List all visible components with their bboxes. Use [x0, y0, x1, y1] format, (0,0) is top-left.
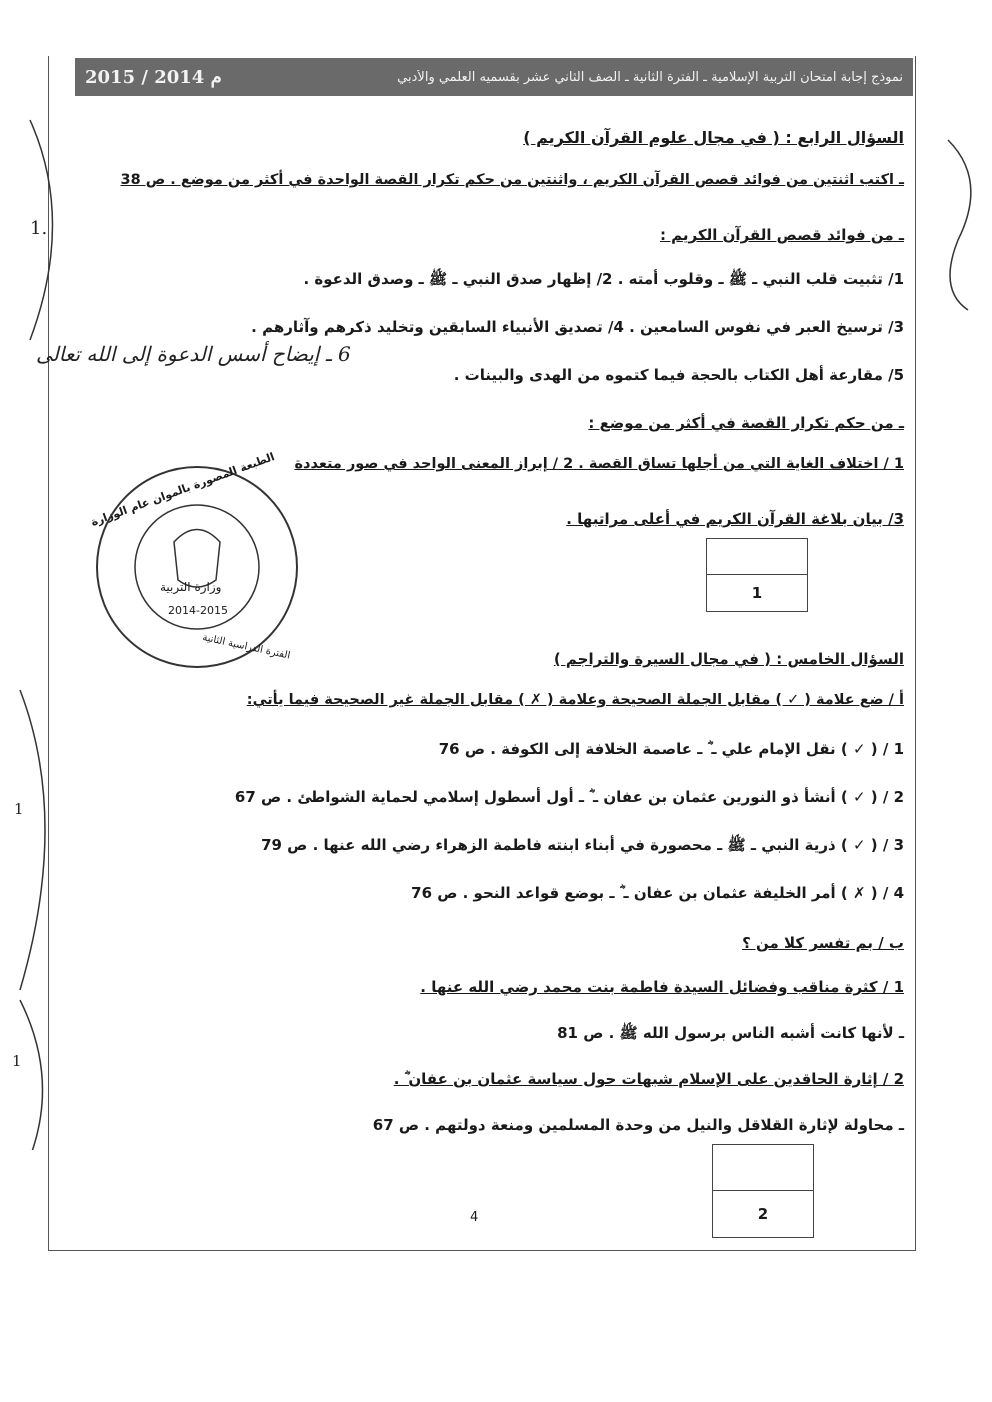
q5-item-3: 3 / ( ✓ ) ذرية النبي ـ ﷺ ـ محصورة في أبناء ابنته فاطمة الزهراء رضي الله عنها . ص 79 — [261, 836, 904, 854]
q4-benefit-1-2: 1/ تثبيت قلب النبي ـ ﷺ ـ وقلوب أمته . 2/ إظهار صدق النبي ـ ﷺ ـ وصدق الدعوة . — [303, 270, 904, 288]
margin-score-q4: 1. — [30, 218, 48, 239]
q4-score: 1 — [751, 584, 763, 602]
q4-wisdom-1-2: 1 / اختلاف الغاية التي من أجلها تساق القصة . 2 / إبراز المعنى الواحد في صور متعددة — [294, 456, 904, 472]
q5-score: 2 — [757, 1205, 769, 1223]
q5-item-1: 1 / ( ✓ ) نقل الإمام علي ـ ؓ ـ عاصمة الخلافة إلى الكوفة . ص 76 — [438, 740, 904, 758]
q5-part-a-instruction: أ / ضع علامة ( ✓ ) مقابل الجملة الصحيحة وعلامة ( ✗ ) مقابل الجملة غير الصحيحة فيما يأتي: — [246, 692, 904, 708]
margin-score-q5b: 1 — [12, 1052, 22, 1070]
stamp-year: 2014-2015 — [168, 604, 228, 617]
stamp-bottom-text: الفترة الدراسية الثانية — [201, 632, 292, 662]
margin-brackets — [0, 100, 80, 1150]
handwritten-answer-6: 6 ـ إيضاح أسس الدعوة إلى الله تعالى — [36, 342, 351, 366]
q4-benefit-3-4: 3/ ترسيخ العبر في نفوس السامعين . 4/ تصديق الأنبياء السابقين وتخليد ذكرهم وآثارهم . — [251, 318, 904, 336]
q5-item-2: 2 / ( ✓ ) أنشأ ذو النورين عثمان بن عفان ـ ؓ ـ أول أسطول إسلامي لحماية الشواطئ . ص 67 — [234, 788, 904, 806]
stamp-ministry: وزارة التربية — [160, 580, 222, 594]
q4-wisdom-3: 3/ بيان بلاغة القرآن الكريم في أعلى مراتبها . — [566, 510, 904, 528]
exam-year: 2015 / 2014 م — [85, 66, 222, 88]
q4-score-blank — [707, 539, 807, 575]
q4-heading: السؤال الرابع : ( في مجال علوم القرآن الكريم ) — [523, 128, 904, 147]
q4-benefit-5: 5/ مقارعة أهل الكتاب بالحجة فيما كتموه من الهدى والبينات . — [453, 366, 904, 384]
q5-item-4: 4 / ( ✗ ) أمر الخليفة عثمان بن عفان ـ ؓ ـ بوضع قواعد النحو . ص 76 — [411, 884, 904, 902]
q4-instruction: ـ اكتب اثنتين من فوائد قصص القرآن الكريم ، واثنتين من حكم تكرار القصة الواحدة في أكثر من موضع . ص 38 — [120, 172, 904, 188]
q5-score-box — [712, 1144, 814, 1238]
q5-part-b-instruction: ب / بم تفسر كلا من ؟ — [742, 934, 904, 952]
q5-b2-question: 2 / إثارة الحاقدين على الإسلام شبهات حول سياسة عثمان بن عفان ؓ . — [393, 1070, 904, 1088]
exam-title: نموذج إجابة امتحان التربية الإسلامية ـ الفترة الثانية ـ الصف الثاني عشر بقسميه العلمي والأدبي — [397, 69, 903, 85]
q5-b1-question: 1 / كثرة مناقب وفضائل السيدة فاطمة بنت محمد رضي الله عنها . — [420, 978, 904, 996]
q5-score-blank — [713, 1145, 813, 1191]
q5-heading: السؤال الخامس : ( في مجال السيرة والتراجم ) — [553, 650, 904, 668]
right-margin-scribble — [908, 120, 992, 320]
q4-benefits-title: ـ من فوائد قصص القرآن الكريم : — [659, 226, 904, 244]
q5-b1-answer: ـ لأنها كانت أشبه الناس برسول الله ﷺ . ص 81 — [557, 1024, 904, 1042]
header-bar — [75, 58, 913, 96]
margin-score-q5a: 1 — [14, 800, 24, 818]
page-number: 4 — [470, 1210, 479, 1225]
q5-b2-answer: ـ محاولة لإثارة القلاقل والنيل من وحدة المسلمين ومنعة دولتهم . ص 67 — [372, 1116, 904, 1134]
stamp-outer-text: الطبعة المصورة بالموان عام الوزارة — [89, 450, 277, 529]
q4-score-box — [706, 538, 808, 612]
q4-wisdom-title: ـ من حكم تكرار القصة في أكثر من موضع : — [588, 414, 904, 432]
